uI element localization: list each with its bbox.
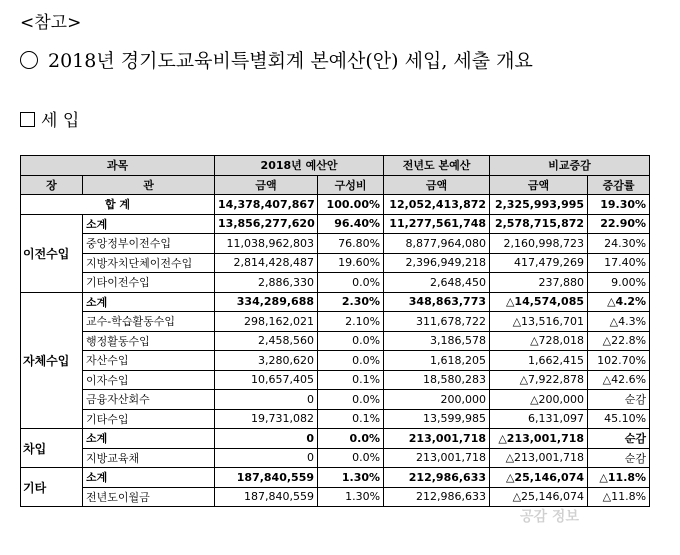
group-name: 자체수입	[21, 292, 83, 429]
row-label: 소계	[83, 292, 215, 312]
row-rate: 102.70%	[588, 351, 650, 371]
row-ratio: 19.60%	[318, 253, 384, 273]
row-amount: 10,657,405	[215, 370, 318, 390]
row-diff: 417,479,269	[490, 253, 588, 273]
row-prev: 8,877,964,080	[384, 234, 490, 254]
row-diff: △7,922,878	[490, 370, 588, 390]
total-label: 합 계	[21, 195, 215, 215]
row-rate: 22.90%	[588, 214, 650, 234]
row-prev: 200,000	[384, 390, 490, 410]
table-row	[21, 390, 650, 410]
row-amount: 3,280,620	[215, 351, 318, 371]
header-budget-2018: 2018년 예산안	[215, 156, 384, 176]
row-prev: 18,580,283	[384, 370, 490, 390]
subtotal-row	[21, 214, 650, 234]
row-rate: △4.3%	[588, 312, 650, 332]
row-ratio: 96.40%	[318, 214, 384, 234]
row-ratio: 0.1%	[318, 409, 384, 429]
group-name: 차입	[21, 429, 83, 468]
row-diff: △213,001,718	[490, 429, 588, 449]
row-diff: △213,001,718	[490, 448, 588, 468]
row-prev: 212,986,633	[384, 487, 490, 507]
table-row	[21, 253, 650, 273]
row-ratio: 2.30%	[318, 292, 384, 312]
row-label: 중앙정부이전수입	[83, 234, 215, 254]
row-label: 행정활동수입	[83, 331, 215, 351]
row-diff: 237,880	[490, 273, 588, 293]
row-ratio: 0.0%	[318, 351, 384, 371]
subtotal-row	[21, 292, 650, 312]
row-prev: 311,678,722	[384, 312, 490, 332]
row-ratio: 1.30%	[318, 487, 384, 507]
header-comparison: 비교증감	[490, 156, 650, 176]
row-diff: 1,662,415	[490, 351, 588, 371]
row-rate: 순감	[588, 390, 650, 410]
row-diff: 2,160,998,723	[490, 234, 588, 254]
row-diff: △14,574,085	[490, 292, 588, 312]
total-row	[21, 195, 650, 215]
row-prev: 213,001,718	[384, 429, 490, 449]
row-amount: 2,886,330	[215, 273, 318, 293]
row-amount: 187,840,559	[215, 468, 318, 488]
row-rate: 9.00%	[588, 273, 650, 293]
row-label: 소계	[83, 468, 215, 488]
row-label: 지방교육채	[83, 448, 215, 468]
row-diff: △200,000	[490, 390, 588, 410]
subtotal-row	[21, 468, 650, 488]
row-prev: 1,618,205	[384, 351, 490, 371]
page-title	[20, 46, 533, 73]
row-diff: 2,578,715,872	[490, 214, 588, 234]
header-category: 과목	[21, 156, 215, 176]
header-gwan: 관	[83, 175, 215, 195]
row-label: 교수-학습활동수입	[83, 312, 215, 332]
table-row	[21, 409, 650, 429]
row-amount: 334,289,688	[215, 292, 318, 312]
row-amount: 13,856,277,620	[215, 214, 318, 234]
row-label: 지방자치단체이전수입	[83, 253, 215, 273]
header-ratio: 구성비	[318, 175, 384, 195]
header-rate: 증감률	[588, 175, 650, 195]
section-text: 세 입	[41, 111, 80, 131]
row-diff: 6,131,097	[490, 409, 588, 429]
row-amount: 11,038,962,803	[215, 234, 318, 254]
total-diff: 2,325,993,995	[490, 195, 588, 215]
row-prev: 212,986,633	[384, 468, 490, 488]
row-rate: 17.40%	[588, 253, 650, 273]
group-name: 이전수입	[21, 214, 83, 292]
row-rate: △4.2%	[588, 292, 650, 312]
row-amount: 187,840,559	[215, 487, 318, 507]
header-row-1	[21, 156, 650, 176]
row-label: 소계	[83, 214, 215, 234]
row-ratio: 0.1%	[318, 370, 384, 390]
subtotal-row	[21, 429, 650, 449]
watermark: 공감 정보	[520, 509, 579, 525]
header-amount: 금액	[215, 175, 318, 195]
section-heading	[20, 106, 79, 131]
row-diff: △25,146,074	[490, 487, 588, 507]
row-ratio: 0.0%	[318, 331, 384, 351]
row-ratio: 2.10%	[318, 312, 384, 332]
row-label: 기타이전수입	[83, 273, 215, 293]
total-ratio: 100.00%	[318, 195, 384, 215]
row-prev: 11,277,561,748	[384, 214, 490, 234]
total-rate: 19.30%	[588, 195, 650, 215]
row-amount: 2,814,428,487	[215, 253, 318, 273]
square-bullet-icon	[20, 112, 35, 127]
total-prev: 12,052,413,872	[384, 195, 490, 215]
row-ratio: 0.0%	[318, 273, 384, 293]
row-ratio: 0.0%	[318, 448, 384, 468]
row-rate: 순감	[588, 429, 650, 449]
circle-bullet-icon	[20, 51, 38, 69]
row-amount: 0	[215, 390, 318, 410]
row-ratio: 1.30%	[318, 468, 384, 488]
row-label: 기타수입	[83, 409, 215, 429]
row-amount: 0	[215, 448, 318, 468]
table-row	[21, 351, 650, 371]
header-diff-amount: 금액	[490, 175, 588, 195]
row-diff: △25,146,074	[490, 468, 588, 488]
header-prev-amount: 금액	[384, 175, 490, 195]
row-ratio: 76.80%	[318, 234, 384, 254]
row-prev: 2,396,949,218	[384, 253, 490, 273]
row-label: 금융자산회수	[83, 390, 215, 410]
row-rate: △42.6%	[588, 370, 650, 390]
row-amount: 298,162,021	[215, 312, 318, 332]
row-diff: △13,516,701	[490, 312, 588, 332]
table-row	[21, 331, 650, 351]
title-text: 2018년 경기도교육비특별회계 본예산(안) 세입, 세출 개요	[48, 50, 533, 72]
table-row	[21, 273, 650, 293]
row-rate: 45.10%	[588, 409, 650, 429]
table-row	[21, 448, 650, 468]
header-jang: 장	[21, 175, 83, 195]
revenue-table	[20, 155, 650, 507]
row-rate: △11.8%	[588, 468, 650, 488]
table-row	[21, 487, 650, 507]
row-amount: 19,731,082	[215, 409, 318, 429]
row-amount: 2,458,560	[215, 331, 318, 351]
row-prev: 213,001,718	[384, 448, 490, 468]
reference-label: <참고>	[20, 13, 82, 33]
row-label: 소계	[83, 429, 215, 449]
header-row-2	[21, 175, 650, 195]
row-prev: 13,599,985	[384, 409, 490, 429]
row-ratio: 0.0%	[318, 390, 384, 410]
row-amount: 0	[215, 429, 318, 449]
group-name: 기타	[21, 468, 83, 507]
table-row	[21, 234, 650, 254]
row-prev: 2,648,450	[384, 273, 490, 293]
row-label: 전년도이월금	[83, 487, 215, 507]
row-prev: 3,186,578	[384, 331, 490, 351]
row-label: 자산수입	[83, 351, 215, 371]
row-rate: △11.8%	[588, 487, 650, 507]
row-label: 이자수입	[83, 370, 215, 390]
row-rate: 24.30%	[588, 234, 650, 254]
row-rate: 순감	[588, 448, 650, 468]
total-amount: 14,378,407,867	[215, 195, 318, 215]
row-ratio: 0.0%	[318, 429, 384, 449]
header-previous-budget: 전년도 본예산	[384, 156, 490, 176]
row-prev: 348,863,773	[384, 292, 490, 312]
row-rate: △22.8%	[588, 331, 650, 351]
table-row	[21, 370, 650, 390]
row-diff: △728,018	[490, 331, 588, 351]
table-row	[21, 312, 650, 332]
